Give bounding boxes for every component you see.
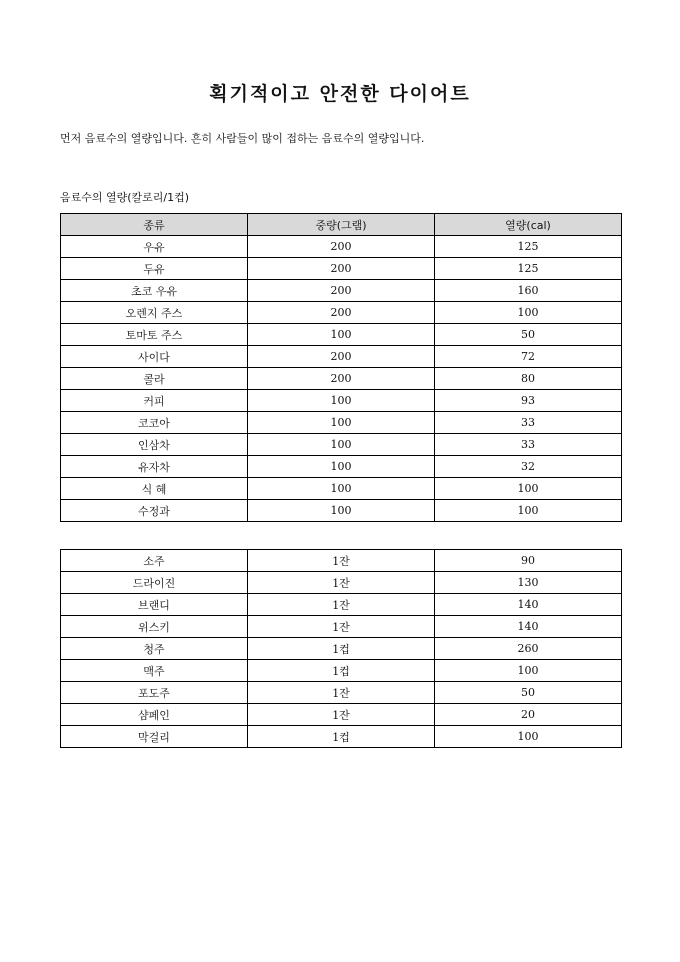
cell-name: 초코 우유 (61, 280, 248, 302)
cell-name: 사이다 (61, 346, 248, 368)
cell-name: 브랜디 (61, 594, 248, 616)
cell-amount: 100 (248, 434, 435, 456)
cell-calories: 100 (435, 478, 622, 500)
cell-calories: 80 (435, 368, 622, 390)
cell-calories: 100 (435, 500, 622, 522)
cell-name: 인삼차 (61, 434, 248, 456)
cell-name: 포도주 (61, 682, 248, 704)
cell-amount: 1잔 (248, 704, 435, 726)
table-row (61, 258, 622, 280)
cell-calories: 32 (435, 456, 622, 478)
header-weight: 중량(그램) (248, 214, 435, 236)
table-row (61, 682, 622, 704)
cell-amount: 100 (248, 456, 435, 478)
cell-calories: 100 (435, 660, 622, 682)
cell-calories: 33 (435, 412, 622, 434)
cell-calories: 125 (435, 236, 622, 258)
cell-calories: 130 (435, 572, 622, 594)
cell-calories: 140 (435, 594, 622, 616)
cell-name: 토마토 주스 (61, 324, 248, 346)
table-row (61, 572, 622, 594)
cell-amount: 1잔 (248, 572, 435, 594)
table-row (61, 412, 622, 434)
cell-amount: 1컵 (248, 660, 435, 682)
cell-amount: 100 (248, 478, 435, 500)
cell-amount: 1잔 (248, 550, 435, 572)
cell-amount: 100 (248, 390, 435, 412)
header-type: 종류 (61, 214, 248, 236)
cell-amount: 1잔 (248, 594, 435, 616)
table-row (61, 434, 622, 456)
cell-name: 소주 (61, 550, 248, 572)
cell-calories: 100 (435, 302, 622, 324)
cell-amount: 200 (248, 236, 435, 258)
cell-name: 식 혜 (61, 478, 248, 500)
table-header-row (61, 214, 622, 236)
table-row (61, 616, 622, 638)
table-row (61, 368, 622, 390)
cell-name: 위스키 (61, 616, 248, 638)
cell-name: 코코아 (61, 412, 248, 434)
cell-calories: 100 (435, 726, 622, 748)
cell-calories: 90 (435, 550, 622, 572)
cell-calories: 20 (435, 704, 622, 726)
table-row (61, 500, 622, 522)
table-row (61, 280, 622, 302)
cell-calories: 160 (435, 280, 622, 302)
table-row (61, 704, 622, 726)
cell-calories: 93 (435, 390, 622, 412)
table-row (61, 726, 622, 748)
cell-name: 샴페인 (61, 704, 248, 726)
cell-amount: 200 (248, 302, 435, 324)
cell-name: 콜라 (61, 368, 248, 390)
cell-amount: 1잔 (248, 616, 435, 638)
cell-name: 오렌지 주스 (61, 302, 248, 324)
cell-amount: 100 (248, 324, 435, 346)
page-title: 획기적이고 안전한 다이어트 (209, 83, 471, 105)
table-caption: 음료수의 열량(칼로리/1컵) (60, 191, 190, 204)
cell-calories: 260 (435, 638, 622, 660)
cell-name: 막걸리 (61, 726, 248, 748)
cell-calories: 50 (435, 682, 622, 704)
cell-amount: 200 (248, 368, 435, 390)
cell-amount: 1컵 (248, 638, 435, 660)
table-row (61, 390, 622, 412)
cell-calories: 140 (435, 616, 622, 638)
table-row (61, 456, 622, 478)
table-row (61, 478, 622, 500)
intro-paragraph: 먼저 음료수의 열량입니다. 흔히 사람들이 많이 접하는 음료수의 열량입니다. (60, 132, 425, 145)
cell-name: 수정과 (61, 500, 248, 522)
table-row (61, 638, 622, 660)
table-row (61, 594, 622, 616)
cell-amount: 200 (248, 346, 435, 368)
cell-name: 맥주 (61, 660, 248, 682)
cell-name: 드라이진 (61, 572, 248, 594)
cell-name: 두유 (61, 258, 248, 280)
drinks-calorie-table (60, 213, 622, 522)
table-row (61, 302, 622, 324)
table-row (61, 660, 622, 682)
table-row (61, 324, 622, 346)
table-row (61, 346, 622, 368)
cell-amount: 100 (248, 500, 435, 522)
cell-calories: 125 (435, 258, 622, 280)
cell-calories: 50 (435, 324, 622, 346)
cell-amount: 1컵 (248, 726, 435, 748)
table-row (61, 550, 622, 572)
cell-name: 청주 (61, 638, 248, 660)
cell-amount: 100 (248, 412, 435, 434)
cell-calories: 33 (435, 434, 622, 456)
cell-amount: 200 (248, 280, 435, 302)
cell-calories: 72 (435, 346, 622, 368)
cell-name: 우유 (61, 236, 248, 258)
table-row (61, 236, 622, 258)
cell-amount: 1잔 (248, 682, 435, 704)
cell-amount: 200 (248, 258, 435, 280)
cell-name: 유자차 (61, 456, 248, 478)
cell-name: 커피 (61, 390, 248, 412)
header-calories: 열량(cal) (435, 214, 622, 236)
alcohol-calorie-table (60, 549, 622, 748)
